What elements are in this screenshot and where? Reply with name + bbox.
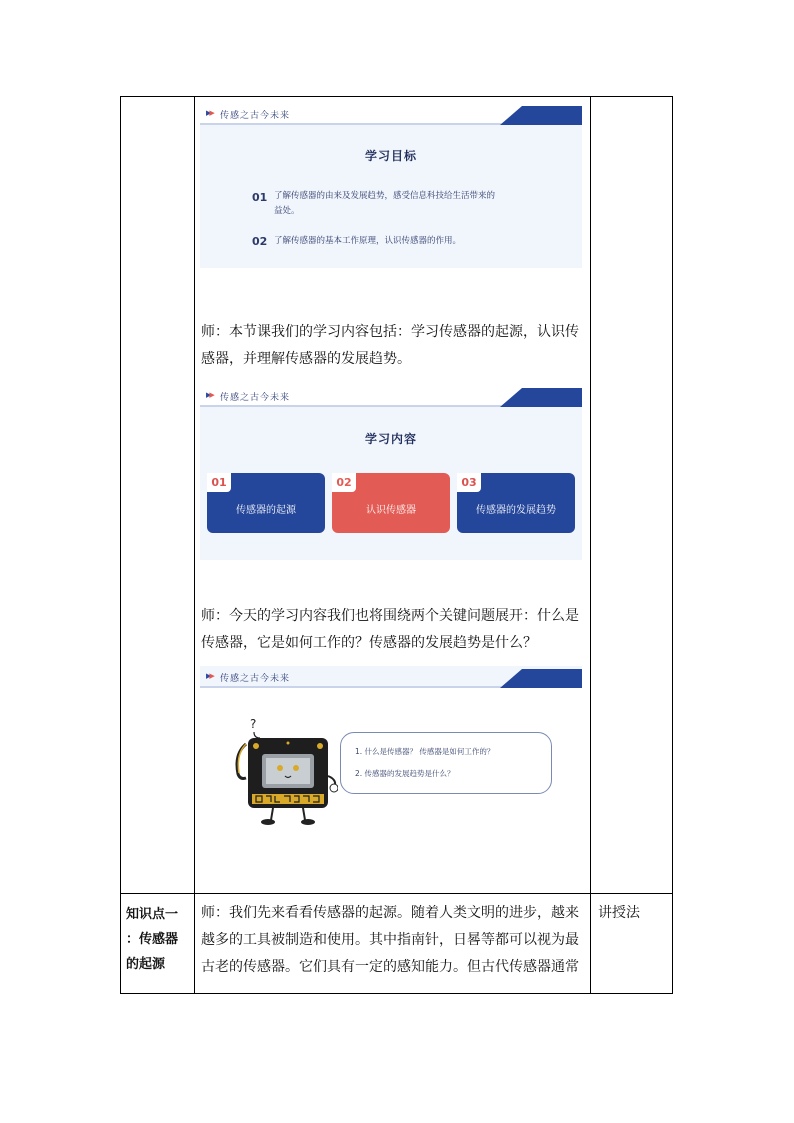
objective-text <box>274 234 461 249</box>
robot-mascot-icon <box>228 716 338 826</box>
label-line: ：传感器 <box>126 932 179 947</box>
slide-heading: 学习内容 <box>364 432 417 446</box>
card-label: 认识传感器 <box>366 505 416 516</box>
label-line: 的起源 <box>126 957 166 972</box>
slide-bar-title: 传感之古今未来 <box>220 674 291 684</box>
card-number: 03 <box>457 473 481 492</box>
paragraph-line: 传感器，它是如何工作的？传感器的发展趋势是什么？ <box>201 635 537 651</box>
table-col-divider-2 <box>590 96 591 994</box>
table-col-divider-1 <box>194 96 195 994</box>
question-2: 2. 传感器的发展趋势是什么？ <box>355 769 455 778</box>
paragraph-line: 感器，并理解传感器的发展趋势。 <box>201 351 411 367</box>
table-left-border <box>120 96 121 994</box>
paragraph-line: 师：今天的学习内容我们也将围绕两个关键问题展开：什么是 <box>201 608 579 624</box>
content-card-recognize <box>332 473 450 533</box>
paragraph-line: 师：我们先来看看传感器的起源。随着人类文明的进步，越来 <box>201 905 579 921</box>
double-arrow-icon: ▶▶ <box>206 391 213 399</box>
teaching-method: 讲授法 <box>598 905 640 921</box>
question-bubble <box>340 732 552 794</box>
label-line: 知识点一 <box>126 907 179 922</box>
slide-bar-title: 传感之古今未来 <box>220 111 291 121</box>
objective-text-line: 了解传感器的基本工作原理，认识传感器的作用。 <box>274 236 462 246</box>
content-card-origin <box>207 473 325 533</box>
table-right-border <box>672 96 673 994</box>
paragraph-line: 古老的传感器。它们具有一定的感知能力。但古代传感器通常 <box>201 959 579 975</box>
double-arrow-icon: ▶▶ <box>206 672 213 680</box>
slide-learning-content <box>200 385 582 560</box>
card-label: 传感器的发展趋势 <box>476 505 556 516</box>
teacher-paragraph-3 <box>201 900 585 981</box>
paragraph-line: 越多的工具被制造和使用。其中指南针，日晷等都可以视为最 <box>201 932 579 948</box>
teacher-paragraph-2 <box>201 603 585 657</box>
card-number: 01 <box>207 473 231 492</box>
slide-heading: 学习目标 <box>364 149 417 163</box>
question-1: 1. 什么是传感器？ 传感器是如何工作的？ <box>355 747 495 756</box>
card-number: 02 <box>332 473 356 492</box>
knowledge-point-label <box>126 902 192 977</box>
objective-number: 01 <box>252 191 268 204</box>
objective-number: 02 <box>252 235 268 248</box>
objective-text <box>274 189 495 219</box>
card-label: 传感器的起源 <box>236 505 296 516</box>
robot-question-mark: ? <box>250 717 257 731</box>
slide-bar-title: 传感之古今未来 <box>220 393 291 403</box>
teacher-paragraph-1 <box>201 319 585 373</box>
double-arrow-icon: ▶▶ <box>206 109 213 117</box>
objective-text-line: 益处。 <box>274 206 300 216</box>
content-card-trend <box>457 473 575 533</box>
slide-learning-objectives <box>200 103 582 268</box>
objective-text-line: 了解传感器的由来及发展趋势，感受信息科技给生活带来的 <box>274 191 496 201</box>
slide-key-questions <box>200 666 582 866</box>
paragraph-line: 师：本节课我们的学习内容包括：学习传感器的起源，认识传 <box>201 324 579 340</box>
